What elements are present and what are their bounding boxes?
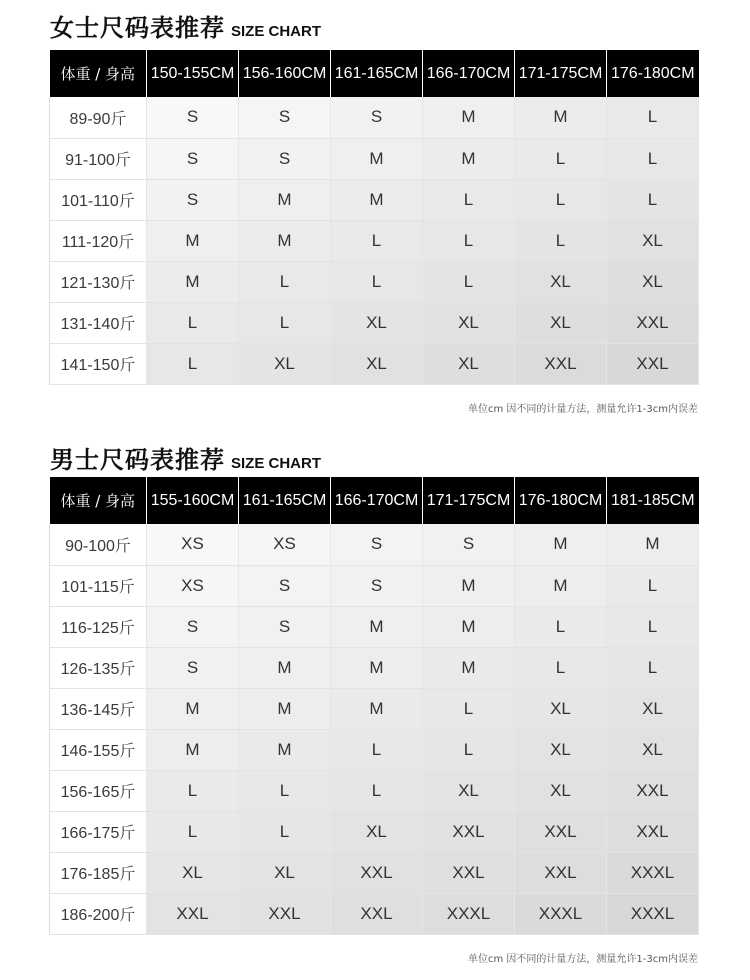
men-height-header: 166-170CM bbox=[331, 477, 423, 524]
women-size-cell: M bbox=[423, 138, 515, 179]
women-size-cell: L bbox=[515, 138, 607, 179]
men-size-cell: S bbox=[147, 647, 239, 688]
men-title: 男士尺码表推荐 bbox=[50, 446, 225, 474]
men-height-header: 176-180CM bbox=[515, 477, 607, 524]
women-height-header: 171-175CM bbox=[515, 50, 607, 97]
men-weight-cell: 101-115斤 bbox=[50, 565, 147, 606]
men-measurement-note: 单位cm 因不同的计量方法，测量允许1-3cm内误差 bbox=[468, 954, 698, 965]
men-size-table bbox=[49, 477, 699, 935]
men-size-cell: S bbox=[239, 606, 331, 647]
men-size-cell: XXL bbox=[331, 893, 423, 934]
men-weight-cell: 126-135斤 bbox=[50, 647, 147, 688]
men-size-cell: XXL bbox=[423, 811, 515, 852]
men-size-cell: L bbox=[331, 770, 423, 811]
men-weight-cell: 90-100斤 bbox=[50, 524, 147, 565]
men-size-cell: L bbox=[515, 647, 607, 688]
women-size-cell: L bbox=[515, 179, 607, 220]
women-size-cell: S bbox=[147, 179, 239, 220]
men-size-cell: M bbox=[147, 688, 239, 729]
men-size-cell: L bbox=[423, 688, 515, 729]
women-size-cell: L bbox=[607, 97, 699, 138]
women-size-cell: L bbox=[607, 138, 699, 179]
women-size-cell: XXL bbox=[515, 343, 607, 384]
women-size-cell: XL bbox=[331, 302, 423, 343]
men-weight-cell: 146-155斤 bbox=[50, 729, 147, 770]
women-size-cell: M bbox=[423, 97, 515, 138]
women-table-row bbox=[50, 138, 699, 179]
women-size-cell: XL bbox=[515, 302, 607, 343]
women-size-cell: L bbox=[239, 261, 331, 302]
women-size-cell: M bbox=[239, 179, 331, 220]
men-size-cell: XS bbox=[147, 524, 239, 565]
women-table-row bbox=[50, 179, 699, 220]
women-size-cell: L bbox=[515, 220, 607, 261]
men-table-row bbox=[50, 852, 699, 893]
men-height-header: 171-175CM bbox=[423, 477, 515, 524]
men-size-cell: XXL bbox=[607, 811, 699, 852]
men-size-cell: S bbox=[239, 565, 331, 606]
women-table-row bbox=[50, 343, 699, 384]
men-size-cell: XL bbox=[515, 688, 607, 729]
women-size-cell: L bbox=[423, 220, 515, 261]
men-weight-cell: 166-175斤 bbox=[50, 811, 147, 852]
men-size-cell: S bbox=[331, 524, 423, 565]
women-size-cell: S bbox=[239, 97, 331, 138]
men-size-cell: L bbox=[147, 770, 239, 811]
women-table-row bbox=[50, 302, 699, 343]
men-size-cell: M bbox=[607, 524, 699, 565]
men-table-row bbox=[50, 647, 699, 688]
women-size-cell: S bbox=[239, 138, 331, 179]
men-size-cell: XXL bbox=[147, 893, 239, 934]
men-size-cell: L bbox=[239, 770, 331, 811]
men-table-header bbox=[50, 477, 699, 524]
men-size-cell: XXL bbox=[515, 852, 607, 893]
women-size-cell: S bbox=[147, 138, 239, 179]
men-size-cell: S bbox=[423, 524, 515, 565]
women-size-cell: XL bbox=[239, 343, 331, 384]
men-size-cell: L bbox=[239, 811, 331, 852]
women-height-header: 156-160CM bbox=[239, 50, 331, 97]
women-height-header: 150-155CM bbox=[147, 50, 239, 97]
men-title-en: SIZE CHART bbox=[231, 455, 321, 472]
women-size-cell: XXL bbox=[607, 302, 699, 343]
women-weight-cell: 111-120斤 bbox=[50, 220, 147, 261]
men-size-cell: XS bbox=[147, 565, 239, 606]
men-weight-cell: 116-125斤 bbox=[50, 606, 147, 647]
men-weight-cell: 176-185斤 bbox=[50, 852, 147, 893]
men-size-cell: XL bbox=[423, 770, 515, 811]
men-weight-cell: 186-200斤 bbox=[50, 893, 147, 934]
men-size-cell: XXL bbox=[239, 893, 331, 934]
men-table-row bbox=[50, 893, 699, 934]
men-size-cell: M bbox=[515, 524, 607, 565]
women-table-body bbox=[50, 97, 699, 384]
men-table-row bbox=[50, 688, 699, 729]
men-size-cell: M bbox=[239, 729, 331, 770]
women-size-cell: L bbox=[423, 261, 515, 302]
women-size-cell: M bbox=[239, 220, 331, 261]
men-table-row bbox=[50, 729, 699, 770]
men-size-cell: XXXL bbox=[423, 893, 515, 934]
women-size-cell: XL bbox=[515, 261, 607, 302]
men-size-cell: L bbox=[331, 729, 423, 770]
men-table-body bbox=[50, 524, 699, 934]
men-size-cell: XL bbox=[331, 811, 423, 852]
men-size-cell: XL bbox=[515, 729, 607, 770]
men-size-cell: M bbox=[331, 688, 423, 729]
women-size-cell: S bbox=[147, 97, 239, 138]
men-size-cell: M bbox=[423, 565, 515, 606]
women-size-cell: L bbox=[147, 302, 239, 343]
women-weight-cell: 131-140斤 bbox=[50, 302, 147, 343]
men-size-cell: L bbox=[607, 647, 699, 688]
women-heading bbox=[50, 8, 321, 43]
women-size-cell: XL bbox=[607, 220, 699, 261]
men-size-cell: M bbox=[423, 647, 515, 688]
women-size-cell: L bbox=[607, 179, 699, 220]
men-size-cell: M bbox=[331, 606, 423, 647]
women-height-header: 161-165CM bbox=[331, 50, 423, 97]
women-table-row bbox=[50, 261, 699, 302]
women-table-row bbox=[50, 220, 699, 261]
men-size-cell: XL bbox=[607, 688, 699, 729]
women-size-cell: M bbox=[515, 97, 607, 138]
men-size-cell: M bbox=[423, 606, 515, 647]
men-size-cell: M bbox=[147, 729, 239, 770]
men-weight-cell: 136-145斤 bbox=[50, 688, 147, 729]
men-size-cell: L bbox=[423, 729, 515, 770]
men-size-cell: M bbox=[515, 565, 607, 606]
men-size-cell: XL bbox=[239, 852, 331, 893]
women-size-table bbox=[49, 50, 699, 385]
women-size-cell: XL bbox=[331, 343, 423, 384]
women-title: 女士尺码表推荐 bbox=[50, 14, 225, 42]
men-size-cell: XXL bbox=[607, 770, 699, 811]
men-header-row bbox=[50, 477, 699, 524]
men-size-cell: XL bbox=[515, 770, 607, 811]
women-height-header: 176-180CM bbox=[607, 50, 699, 97]
women-size-cell: XXL bbox=[607, 343, 699, 384]
men-size-cell: M bbox=[239, 688, 331, 729]
men-size-cell: L bbox=[147, 811, 239, 852]
men-size-cell: XL bbox=[147, 852, 239, 893]
women-weight-cell: 141-150斤 bbox=[50, 343, 147, 384]
women-measurement-note: 单位cm 因不同的计量方法，测量允许1-3cm内误差 bbox=[468, 404, 698, 415]
women-weight-cell: 101-110斤 bbox=[50, 179, 147, 220]
women-height-header: 166-170CM bbox=[423, 50, 515, 97]
men-table-row bbox=[50, 811, 699, 852]
men-table-row bbox=[50, 606, 699, 647]
women-size-cell: XL bbox=[607, 261, 699, 302]
women-size-cell: L bbox=[331, 261, 423, 302]
women-size-cell: XL bbox=[423, 343, 515, 384]
women-size-cell: L bbox=[331, 220, 423, 261]
men-size-cell: M bbox=[239, 647, 331, 688]
women-size-cell: M bbox=[147, 220, 239, 261]
women-size-cell: S bbox=[331, 97, 423, 138]
women-header-row bbox=[50, 50, 699, 97]
men-table-row bbox=[50, 565, 699, 606]
women-size-cell: M bbox=[331, 179, 423, 220]
men-size-cell: XXXL bbox=[515, 893, 607, 934]
men-table-row bbox=[50, 524, 699, 565]
men-size-cell: XXXL bbox=[607, 893, 699, 934]
women-title-en: SIZE CHART bbox=[231, 23, 321, 40]
women-size-cell: L bbox=[423, 179, 515, 220]
men-size-cell: XXL bbox=[423, 852, 515, 893]
women-size-cell: M bbox=[331, 138, 423, 179]
women-size-cell: L bbox=[239, 302, 331, 343]
men-size-cell: S bbox=[331, 565, 423, 606]
men-size-cell: XS bbox=[239, 524, 331, 565]
men-size-cell: L bbox=[607, 606, 699, 647]
men-size-cell: XXXL bbox=[607, 852, 699, 893]
men-size-cell: M bbox=[331, 647, 423, 688]
men-size-cell: XXL bbox=[331, 852, 423, 893]
women-table-header bbox=[50, 50, 699, 97]
men-height-header: 181-185CM bbox=[607, 477, 699, 524]
men-size-cell: XXL bbox=[515, 811, 607, 852]
women-table-row bbox=[50, 97, 699, 138]
women-size-cell: L bbox=[147, 343, 239, 384]
men-corner-label: 体重 / 身高 bbox=[50, 477, 147, 524]
women-corner-label: 体重 / 身高 bbox=[50, 50, 147, 97]
men-size-cell: S bbox=[147, 606, 239, 647]
women-weight-cell: 91-100斤 bbox=[50, 138, 147, 179]
men-size-cell: L bbox=[607, 565, 699, 606]
men-height-header: 155-160CM bbox=[147, 477, 239, 524]
men-weight-cell: 156-165斤 bbox=[50, 770, 147, 811]
women-size-cell: M bbox=[147, 261, 239, 302]
men-size-cell: L bbox=[515, 606, 607, 647]
women-size-cell: XL bbox=[423, 302, 515, 343]
men-heading bbox=[50, 440, 321, 475]
men-height-header: 161-165CM bbox=[239, 477, 331, 524]
men-size-cell: XL bbox=[607, 729, 699, 770]
women-weight-cell: 89-90斤 bbox=[50, 97, 147, 138]
women-weight-cell: 121-130斤 bbox=[50, 261, 147, 302]
men-table-row bbox=[50, 770, 699, 811]
